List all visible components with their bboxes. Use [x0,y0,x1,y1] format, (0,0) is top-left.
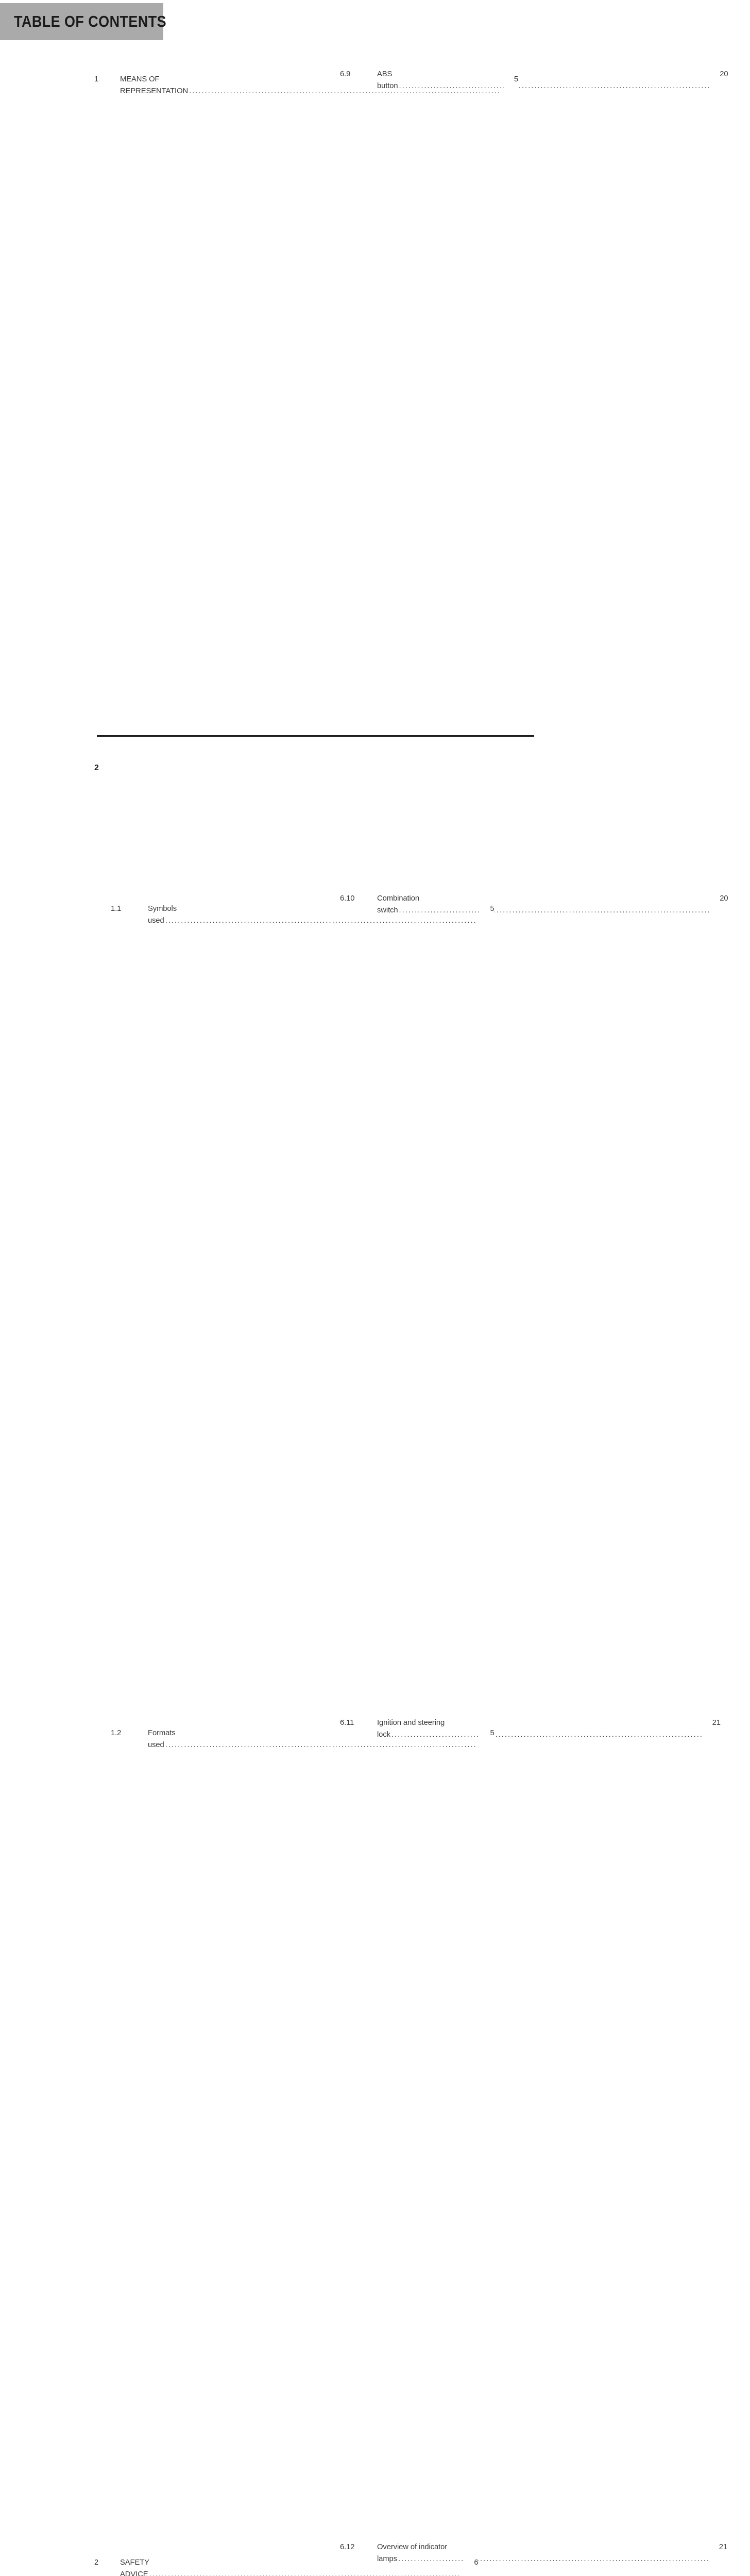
toc-entry-number: 6.11 [340,1719,354,1727]
toc-entry-number: 2 [94,2558,99,2567]
toc-entry [94,2557,479,2576]
toc-entry-page: 6 [464,2557,478,2576]
toc-entry-number: 1 [94,75,99,83]
toc-entry-number: 6.12 [340,2543,355,2551]
toc-entry-title: Symbols used ..... [148,903,477,1727]
footer-divider [97,735,534,737]
toc-entry-title: Ignition and steering lock ..... [377,1717,703,2541]
toc-entry-page: 20 [714,893,728,1717]
table-of-contents [94,69,728,2576]
toc-entry-page: 5 [480,1727,495,2552]
toc-entry-page: 20 [714,69,728,893]
toc-entry-title: MEANS OF REPRESENTATION ..... [120,74,501,898]
toc-entry-title: ABS button ..... [377,69,711,893]
toc-entry-title: Combination switch ..... [377,893,711,1717]
toc-entry-number: 1.2 [111,1729,122,1737]
toc-entry-number: 1.1 [111,905,122,913]
toc-entry [323,69,728,893]
toc-entry-page: 5 [480,903,495,1727]
page-number: 2 [94,764,99,772]
toc-entry-page: 5 [504,74,518,898]
toc-entry-page: 21 [706,1717,721,2541]
toc-entry-title: Formats used ..... [148,1727,477,2552]
toc-entry-title: Overview of indicator lamps ..... [377,2541,710,2576]
toc-entry-page: 21 [713,2541,727,2576]
toc-entry-number: 6.10 [340,894,355,903]
toc-entry-number: 6.9 [340,70,351,78]
page-title: TABLE OF CONTENTS [14,12,167,30]
header-banner [0,3,167,40]
toc-entry-title: SAFETY ADVICE ..... [120,2557,461,2576]
